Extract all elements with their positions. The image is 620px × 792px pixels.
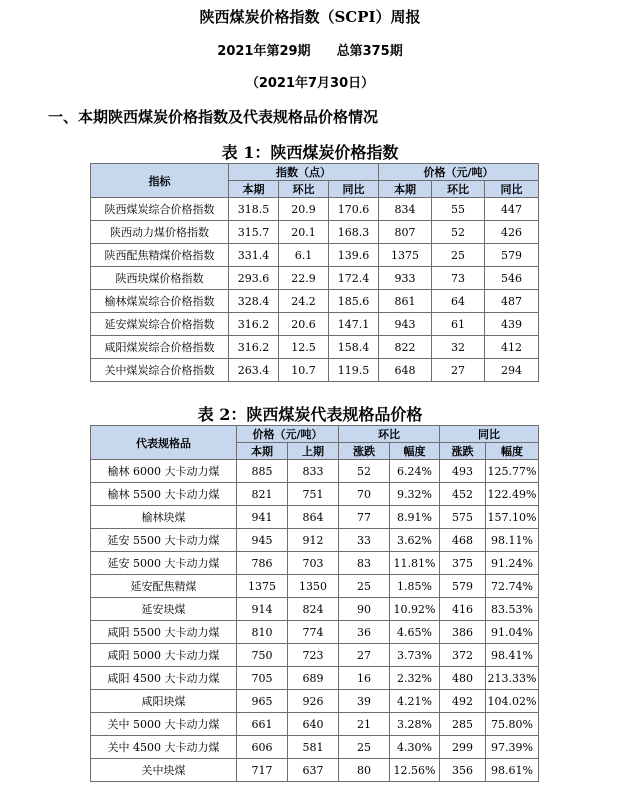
cell-chg: 27 bbox=[339, 644, 390, 667]
cell-last: 912 bbox=[288, 529, 339, 552]
cell-ypct: 125.77% bbox=[486, 460, 539, 483]
cell-pct: 3.62% bbox=[390, 529, 440, 552]
header-current: 本期 bbox=[237, 443, 288, 460]
cell-price_yoy: 447 bbox=[485, 198, 539, 221]
cell-last: 689 bbox=[288, 667, 339, 690]
cell-ypct: 97.39% bbox=[486, 736, 539, 759]
cell-idx_yoy: 170.6 bbox=[329, 198, 379, 221]
cell-cur: 885 bbox=[237, 460, 288, 483]
header-yoy-pct: 幅度 bbox=[486, 443, 539, 460]
cell-chg: 83 bbox=[339, 552, 390, 575]
cell-ypct: 98.41% bbox=[486, 644, 539, 667]
cell-chg: 33 bbox=[339, 529, 390, 552]
cell-cur: 661 bbox=[237, 713, 288, 736]
cell-name: 延安 5500 大卡动力煤 bbox=[91, 529, 237, 552]
cell-last: 703 bbox=[288, 552, 339, 575]
cell-pct: 3.73% bbox=[390, 644, 440, 667]
cell-name: 延安配焦精煤 bbox=[91, 575, 237, 598]
cell-price: 648 bbox=[379, 359, 432, 382]
header-price-current: 本期 bbox=[379, 181, 432, 198]
table-row bbox=[91, 221, 539, 244]
header-index-wow: 环比 bbox=[279, 181, 329, 198]
cell-ychg: 386 bbox=[440, 621, 486, 644]
cell-idx_yoy: 139.6 bbox=[329, 244, 379, 267]
cell-name: 榆林 6000 大卡动力煤 bbox=[91, 460, 237, 483]
table-row bbox=[91, 736, 539, 759]
cell-name: 咸阳 4500 大卡动力煤 bbox=[91, 667, 237, 690]
table-row bbox=[91, 575, 539, 598]
cell-ypct: 91.24% bbox=[486, 552, 539, 575]
cell-chg: 25 bbox=[339, 736, 390, 759]
cell-chg: 36 bbox=[339, 621, 390, 644]
cell-price: 861 bbox=[379, 290, 432, 313]
table-row bbox=[91, 529, 539, 552]
cell-name: 延安 5000 大卡动力煤 bbox=[91, 552, 237, 575]
cell-pct: 10.92% bbox=[390, 598, 440, 621]
cell-ychg: 285 bbox=[440, 713, 486, 736]
cell-last: 640 bbox=[288, 713, 339, 736]
cell-price_wow: 27 bbox=[432, 359, 485, 382]
cell-idx_yoy: 185.6 bbox=[329, 290, 379, 313]
cell-last: 581 bbox=[288, 736, 339, 759]
cell-pct: 4.30% bbox=[390, 736, 440, 759]
cell-idx_wow: 20.9 bbox=[279, 198, 329, 221]
cell-cur: 1375 bbox=[237, 575, 288, 598]
price-index-table bbox=[90, 163, 539, 382]
cell-price_yoy: 579 bbox=[485, 244, 539, 267]
cell-idx_yoy: 168.3 bbox=[329, 221, 379, 244]
cell-price: 807 bbox=[379, 221, 432, 244]
cell-cur: 786 bbox=[237, 552, 288, 575]
cell-name: 延安块煤 bbox=[91, 598, 237, 621]
table-row bbox=[91, 552, 539, 575]
cell-chg: 52 bbox=[339, 460, 390, 483]
cell-price_wow: 73 bbox=[432, 267, 485, 290]
header-indicator: 指标 bbox=[91, 164, 229, 198]
cell-ychg: 375 bbox=[440, 552, 486, 575]
cell-name: 榆林煤炭综合价格指数 bbox=[91, 290, 229, 313]
cell-last: 824 bbox=[288, 598, 339, 621]
cell-last: 723 bbox=[288, 644, 339, 667]
cell-cur: 965 bbox=[237, 690, 288, 713]
header-price-yoy: 同比 bbox=[485, 181, 539, 198]
cell-cur: 606 bbox=[237, 736, 288, 759]
cell-price_wow: 52 bbox=[432, 221, 485, 244]
cell-name: 榆林块煤 bbox=[91, 506, 237, 529]
cell-last: 774 bbox=[288, 621, 339, 644]
cell-ychg: 492 bbox=[440, 690, 486, 713]
cell-chg: 16 bbox=[339, 667, 390, 690]
cell-chg: 25 bbox=[339, 575, 390, 598]
cell-price: 943 bbox=[379, 313, 432, 336]
cell-price_yoy: 412 bbox=[485, 336, 539, 359]
cell-pct: 4.65% bbox=[390, 621, 440, 644]
cell-idx_yoy: 147.1 bbox=[329, 313, 379, 336]
cell-pct: 4.21% bbox=[390, 690, 440, 713]
table-row bbox=[91, 713, 539, 736]
cell-chg: 70 bbox=[339, 483, 390, 506]
cell-price_wow: 61 bbox=[432, 313, 485, 336]
cell-ychg: 356 bbox=[440, 759, 486, 782]
cell-idx_yoy: 172.4 bbox=[329, 267, 379, 290]
cell-name: 关中 4500 大卡动力煤 bbox=[91, 736, 237, 759]
cell-idx: 328.4 bbox=[229, 290, 279, 313]
cell-pct: 12.56% bbox=[390, 759, 440, 782]
cell-cur: 821 bbox=[237, 483, 288, 506]
cell-ypct: 98.61% bbox=[486, 759, 539, 782]
cell-price_yoy: 546 bbox=[485, 267, 539, 290]
header-index-group: 指数（点） bbox=[229, 164, 379, 181]
cell-ychg: 452 bbox=[440, 483, 486, 506]
cell-ychg: 372 bbox=[440, 644, 486, 667]
cell-last: 637 bbox=[288, 759, 339, 782]
cell-ypct: 157.10% bbox=[486, 506, 539, 529]
cell-idx_wow: 6.1 bbox=[279, 244, 329, 267]
cell-idx: 318.5 bbox=[229, 198, 279, 221]
cell-pct: 11.81% bbox=[390, 552, 440, 575]
cell-name: 延安煤炭综合价格指数 bbox=[91, 313, 229, 336]
table-row bbox=[91, 690, 539, 713]
cell-ypct: 213.33% bbox=[486, 667, 539, 690]
report-title: 陕西煤炭价格指数（SCPI）周报 bbox=[199, 8, 421, 26]
cell-idx: 331.4 bbox=[229, 244, 279, 267]
table-row bbox=[91, 244, 539, 267]
cell-ychg: 575 bbox=[440, 506, 486, 529]
header-last: 上期 bbox=[288, 443, 339, 460]
cell-pct: 3.28% bbox=[390, 713, 440, 736]
cell-ypct: 75.80% bbox=[486, 713, 539, 736]
cell-price_yoy: 426 bbox=[485, 221, 539, 244]
cell-idx_wow: 20.6 bbox=[279, 313, 329, 336]
cell-ypct: 122.49% bbox=[486, 483, 539, 506]
cell-idx: 315.7 bbox=[229, 221, 279, 244]
cell-idx_wow: 20.1 bbox=[279, 221, 329, 244]
header-wow-pct: 幅度 bbox=[390, 443, 440, 460]
cell-idx_wow: 12.5 bbox=[279, 336, 329, 359]
cell-price_yoy: 439 bbox=[485, 313, 539, 336]
cell-ychg: 416 bbox=[440, 598, 486, 621]
cell-pct: 2.32% bbox=[390, 667, 440, 690]
cell-cur: 750 bbox=[237, 644, 288, 667]
cell-ypct: 104.02% bbox=[486, 690, 539, 713]
table-row bbox=[91, 759, 539, 782]
cell-idx_yoy: 158.4 bbox=[329, 336, 379, 359]
cell-ychg: 468 bbox=[440, 529, 486, 552]
cell-name: 关中 5000 大卡动力煤 bbox=[91, 713, 237, 736]
cell-idx_wow: 24.2 bbox=[279, 290, 329, 313]
cell-idx: 293.6 bbox=[229, 267, 279, 290]
cell-chg: 80 bbox=[339, 759, 390, 782]
cell-ychg: 299 bbox=[440, 736, 486, 759]
cell-pct: 1.85% bbox=[390, 575, 440, 598]
cell-last: 864 bbox=[288, 506, 339, 529]
table1-caption: 表 1：陕西煤炭价格指数 bbox=[221, 143, 399, 162]
cell-name: 陕西动力煤价格指数 bbox=[91, 221, 229, 244]
cell-idx_wow: 22.9 bbox=[279, 267, 329, 290]
cell-last: 926 bbox=[288, 690, 339, 713]
product-price-table bbox=[90, 425, 539, 782]
section-title: 一、本期陕西煤炭价格指数及代表规格品价格情况 bbox=[48, 108, 379, 126]
cell-name: 咸阳块煤 bbox=[91, 690, 237, 713]
cell-pct: 8.91% bbox=[390, 506, 440, 529]
table-row bbox=[91, 460, 539, 483]
cell-idx: 316.2 bbox=[229, 336, 279, 359]
cell-last: 751 bbox=[288, 483, 339, 506]
cell-ypct: 91.04% bbox=[486, 621, 539, 644]
cell-price: 822 bbox=[379, 336, 432, 359]
table-row bbox=[91, 290, 539, 313]
table-row bbox=[91, 313, 539, 336]
issue-number: 2021年第29期 bbox=[217, 44, 311, 59]
cell-name: 榆林 5500 大卡动力煤 bbox=[91, 483, 237, 506]
cell-price_wow: 32 bbox=[432, 336, 485, 359]
cell-chg: 21 bbox=[339, 713, 390, 736]
cell-idx_yoy: 119.5 bbox=[329, 359, 379, 382]
cell-cur: 941 bbox=[237, 506, 288, 529]
header-yoy-change: 涨跌 bbox=[440, 443, 486, 460]
table-row bbox=[91, 644, 539, 667]
header-price-group: 价格（元/吨） bbox=[379, 164, 539, 181]
total-issue-number: 总第375期 bbox=[336, 44, 403, 59]
cell-idx: 316.2 bbox=[229, 313, 279, 336]
cell-last: 833 bbox=[288, 460, 339, 483]
cell-price: 1375 bbox=[379, 244, 432, 267]
header-price-group: 价格（元/吨） bbox=[237, 426, 339, 443]
cell-name: 咸阳 5500 大卡动力煤 bbox=[91, 621, 237, 644]
cell-price_wow: 25 bbox=[432, 244, 485, 267]
cell-name: 陕西煤炭综合价格指数 bbox=[91, 198, 229, 221]
cell-chg: 39 bbox=[339, 690, 390, 713]
cell-cur: 945 bbox=[237, 529, 288, 552]
cell-name: 陕西块煤价格指数 bbox=[91, 267, 229, 290]
issue-line bbox=[0, 40, 620, 59]
cell-price_yoy: 294 bbox=[485, 359, 539, 382]
cell-idx: 263.4 bbox=[229, 359, 279, 382]
header-wow-change: 涨跌 bbox=[339, 443, 390, 460]
cell-pct: 9.32% bbox=[390, 483, 440, 506]
cell-cur: 705 bbox=[237, 667, 288, 690]
table-row bbox=[91, 483, 539, 506]
header-wow-group: 环比 bbox=[339, 426, 440, 443]
table-row bbox=[91, 359, 539, 382]
cell-name: 陕西配焦精煤价格指数 bbox=[91, 244, 229, 267]
cell-price: 933 bbox=[379, 267, 432, 290]
header-yoy-group: 同比 bbox=[440, 426, 539, 443]
cell-price_wow: 64 bbox=[432, 290, 485, 313]
report-date: （2021年7月30日） bbox=[245, 76, 375, 91]
cell-price: 834 bbox=[379, 198, 432, 221]
cell-cur: 914 bbox=[237, 598, 288, 621]
cell-name: 关中煤炭综合价格指数 bbox=[91, 359, 229, 382]
cell-idx_wow: 10.7 bbox=[279, 359, 329, 382]
cell-ypct: 98.11% bbox=[486, 529, 539, 552]
cell-price_yoy: 487 bbox=[485, 290, 539, 313]
cell-cur: 717 bbox=[237, 759, 288, 782]
cell-cur: 810 bbox=[237, 621, 288, 644]
table-row bbox=[91, 267, 539, 290]
header-index-current: 本期 bbox=[229, 181, 279, 198]
header-price-wow: 环比 bbox=[432, 181, 485, 198]
cell-ychg: 579 bbox=[440, 575, 486, 598]
cell-ypct: 72.74% bbox=[486, 575, 539, 598]
table-row bbox=[91, 621, 539, 644]
table-row bbox=[91, 667, 539, 690]
cell-price_wow: 55 bbox=[432, 198, 485, 221]
cell-chg: 77 bbox=[339, 506, 390, 529]
cell-name: 咸阳煤炭综合价格指数 bbox=[91, 336, 229, 359]
table-row bbox=[91, 336, 539, 359]
cell-chg: 90 bbox=[339, 598, 390, 621]
table-row bbox=[91, 598, 539, 621]
header-product: 代表规格品 bbox=[91, 426, 237, 460]
header-index-yoy: 同比 bbox=[329, 181, 379, 198]
cell-ychg: 480 bbox=[440, 667, 486, 690]
cell-last: 1350 bbox=[288, 575, 339, 598]
cell-ychg: 493 bbox=[440, 460, 486, 483]
table-row bbox=[91, 198, 539, 221]
table-row bbox=[91, 506, 539, 529]
cell-name: 关中块煤 bbox=[91, 759, 237, 782]
cell-pct: 6.24% bbox=[390, 460, 440, 483]
cell-ypct: 83.53% bbox=[486, 598, 539, 621]
table2-caption: 表 2：陕西煤炭代表规格品价格 bbox=[197, 405, 423, 424]
cell-name: 咸阳 5000 大卡动力煤 bbox=[91, 644, 237, 667]
